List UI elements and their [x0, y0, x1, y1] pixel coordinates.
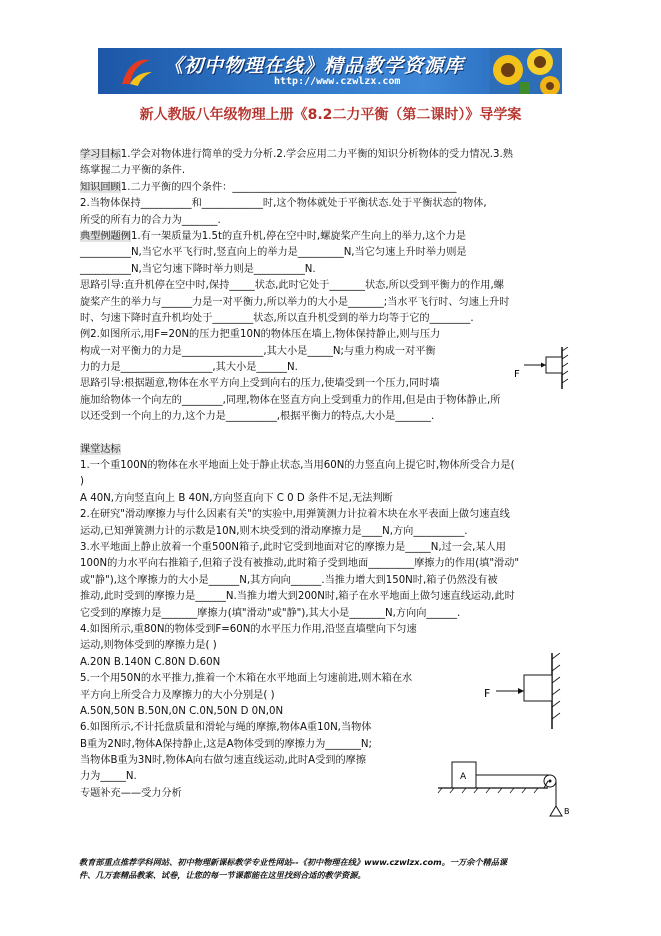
text-segment: 所受的所有力的合力为_______. — [80, 214, 221, 226]
fig3-block-a-label: A — [460, 772, 467, 782]
text-line — [80, 442, 588, 458]
text-segment: 1.有一架质量为1.5t的直升机,停在空中时,螺旋桨产生向上的举力,这个力是 — [130, 230, 467, 242]
text-line — [80, 409, 588, 425]
text-line — [80, 556, 588, 572]
figure-block-sliding-wall — [484, 653, 568, 729]
text-line — [80, 393, 588, 409]
text-line — [80, 540, 588, 556]
text-segment: 例2.如图所示,用F=20N的压力把重10N的物体压在墙上,物体保持静止,则与压力 — [80, 329, 441, 341]
header-banner — [98, 48, 562, 94]
figure-block-on-wall — [512, 347, 572, 389]
text-line — [80, 524, 588, 540]
text-segment: A.20N B.140N C.80N D.60N — [80, 656, 221, 668]
figure-pulley-system — [432, 750, 580, 826]
text-line — [80, 573, 588, 589]
text-segment: 时、匀速下降时直升机均处于________状态,所以直升机受到的举力均等于它的________. — [80, 312, 474, 324]
fig2-force-label: F — [484, 687, 491, 700]
text-segment: 当物体B重为3N时,物体A向右做匀速直线运动,此时A受到的摩擦 — [80, 755, 367, 767]
text-line — [80, 147, 588, 163]
text-segment: 思路引导:根据题意,物体在水平方向上受到向右的压力,使墙受到一个压力,同时墙 — [80, 378, 440, 390]
text-line — [80, 196, 588, 212]
sunflower-decoration-icon — [490, 48, 562, 94]
text-line — [80, 622, 588, 638]
text-segment: __________N,当它匀速下降时举力则是__________N. — [80, 263, 316, 275]
text-segment: 3.水平地面上静止放着一个重500N箱子,此时它受到地面对它的摩擦力是_____N,过一会,某人用 — [80, 541, 506, 553]
text-segment: 力的力是__________________,其大小是______N. — [80, 362, 298, 374]
text-line — [80, 229, 588, 245]
text-line — [80, 507, 588, 523]
banner-url: http://www.czwlzx.com — [274, 76, 401, 87]
banner-title: 《初中物理在线》精品教学资源库 — [164, 55, 465, 77]
text-segment: A.50N,50N B.50N,0N C.0N,50N D 0N,0N — [80, 705, 284, 717]
text-segment: 5.一个用50N的水平推力,推着一个木箱在水平地面上匀速前进,则木箱在水 — [80, 673, 413, 685]
text-segment: 运动,已知弹簧测力计的示数是10N,则木块受到的滑动摩擦力是____N,方向__________. — [80, 525, 468, 537]
text-segment: 施加给物体一个向左的________,同理,物体在竖直方向上受到重力的作用,但是由于物体静止,所 — [80, 394, 501, 406]
fig1-force-label: F — [514, 369, 520, 380]
text-segment: 平方向上所受合力及摩擦力的大小分别是( ) — [80, 689, 275, 701]
text-segment: 以还受到一个向上的力,这个力是__________,根据平衡力的特点,大小是_______. — [80, 411, 435, 423]
text-line — [80, 458, 588, 474]
site-logo-icon — [116, 54, 156, 90]
section-gap — [80, 426, 588, 442]
text-line — [80, 606, 588, 622]
text-segment: A 40N,方向竖直向上 B 40N,方向竖直向下 C 0 D 条件不足,无法判断 — [80, 492, 393, 504]
text-segment: 100N的力水平向右推箱子,但箱子没有被推动,此时箱子受到地面_________摩擦力的作用(填"滑动" — [80, 558, 520, 570]
text-line — [80, 295, 588, 311]
text-segment: 4.如图所示,重80N的物体受到F=60N的水平压力作用,沿竖直墙壁向下匀速 — [80, 623, 417, 635]
text-line — [80, 327, 588, 343]
text-segment: 2.当物体保持__________和____________时,这个物体就处于平衡状态.处于平衡状态的物体, — [80, 198, 487, 210]
text-segment: 力为_____N. — [80, 771, 137, 783]
text-segment: 2.在研究"滑动摩擦力与什么因素有关"的实验中,用弹簧测力计拉着木块在水平表面上做匀速直线 — [80, 509, 510, 521]
text-line — [80, 589, 588, 605]
text-segment: 1.学会对物体进行简单的受力分析.2.学会应用二力平衡的知识分析物体的受力情况.3.熟 — [120, 149, 513, 160]
footer-line-2: 件、几万套精品教案、试卷，让您的每一节课都能在这里找到合适的教学资源。 — [79, 870, 366, 880]
text-segment: 专题补充——受力分析 — [80, 787, 182, 799]
text-segment: 推动,此时受到的摩擦力是______N.当推力增大到200N时,箱子在水平地面上做匀速直线运动,此时 — [80, 591, 515, 603]
text-line — [80, 474, 588, 490]
text-segment: 它受到的摩擦力是_______摩擦力(填"滑动"或"静"),其大小是_______N,方向向______. — [80, 607, 461, 619]
text-segment: 1.二力平衡的四个条件：____________________________________________ — [120, 181, 457, 193]
text-line — [80, 491, 588, 507]
text-segment: B重为2N时,物体A保持静止,这是A物体受到的摩擦力为_______N; — [80, 738, 372, 750]
text-segment: 练掌握二力平衡的条件. — [80, 165, 186, 177]
text-segment: __________N,当它水平飞行时,竖直向上的举力是_________N,当它匀速上升时举力则是 — [80, 247, 467, 259]
text-segment: 运动,则物体受到的摩擦力是( ) — [80, 640, 217, 652]
document-title: 新人教版八年级物理上册《8.2二力平衡（第二课时）》导学案 — [139, 107, 522, 123]
text-segment: 旋桨产生的举力与______力是一对平衡力,所以举力的大小是_______;当水平飞行时、匀速上升时 — [80, 296, 510, 308]
text-segment: ) — [80, 476, 84, 488]
section-heading: 典型例题例 — [80, 230, 131, 242]
text-segment: 构成一对平衡力的力是________________,其大小是_____N;与重力构成一对平衡 — [80, 345, 436, 357]
text-line — [80, 163, 588, 179]
text-line — [80, 278, 588, 294]
text-line — [80, 245, 588, 261]
text-segment: 6.如图所示,不计托盘质量和滑轮与绳的摩擦,物体A重10N,当物体 — [80, 722, 372, 734]
section-heading: 学习目标 — [80, 149, 121, 160]
text-line — [80, 213, 588, 229]
text-segment: 思路引导:直升机停在空中时,保持_____状态,此时它处于_______状态,所以受到平衡力的作用,螺 — [80, 280, 504, 292]
text-line — [80, 262, 588, 278]
text-line — [80, 311, 588, 327]
page-footer — [79, 856, 593, 882]
text-segment: 或"静"),这个摩擦力的大小是______N,其方向向______.当推力增大到150N时,箱子仍然没有被 — [80, 574, 498, 586]
text-segment: 1.一个重100N的物体在水平地面上处于静止状态,当用60N的力竖直向上提它时,物体所受合力是( — [80, 460, 515, 472]
section-heading: 课堂达标 — [80, 443, 121, 455]
text-line — [80, 180, 588, 196]
footer-line-1: 教育部重点推荐学科网站、初中物理新课标教学专业性网站--《初中物理在线》www.czwlzx.com。一万余个精品课 — [79, 857, 508, 867]
fig3-block-b-label: B — [564, 807, 570, 816]
section-heading: 知识回顾 — [80, 181, 121, 193]
